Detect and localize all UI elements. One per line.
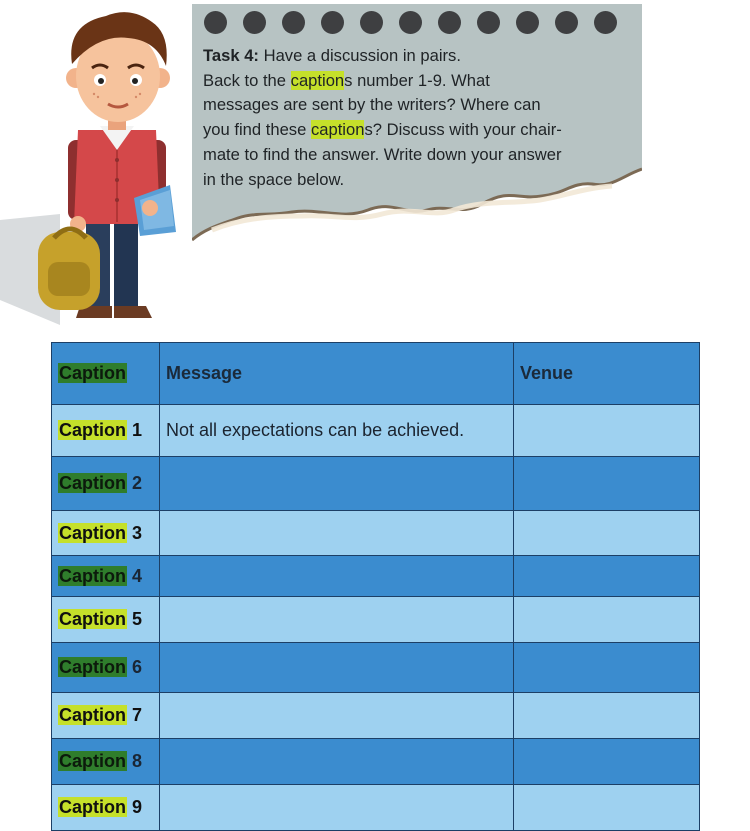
venue-cell[interactable] [514,643,700,693]
student-illustration [0,0,190,330]
table-row [52,739,700,785]
message-cell[interactable] [160,785,514,831]
venue-cell[interactable] [514,457,700,511]
table-row [52,405,700,457]
table-header-row [52,343,700,405]
caption-cell: Caption 3 [52,511,160,556]
caption-cell: Caption 9 [52,785,160,831]
task-line4-pre: you find these [203,120,311,140]
table-row [52,785,700,831]
task-line3: messages are sent by the writers? Where can [203,95,541,115]
venue-cell[interactable] [514,693,700,739]
message-cell[interactable] [160,556,514,597]
binder-hole [360,11,383,34]
binder-hole [321,11,344,34]
caption-cell: Caption 4 [52,556,160,597]
caption-highlight: caption [310,120,365,140]
venue-cell[interactable] [514,597,700,643]
venue-cell[interactable] [514,739,700,785]
message-cell[interactable] [160,643,514,693]
table-row [52,556,700,597]
venue-cell[interactable] [514,405,700,457]
header-venue: Venue [514,343,700,405]
task-intro: Have a discussion in pairs. [258,46,461,65]
binder-hole [438,11,461,34]
caption-cell: Caption 6 [52,643,160,693]
caption-cell: Caption 8 [52,739,160,785]
answer-table [51,342,700,831]
binder-hole [282,11,305,34]
table-row [52,693,700,739]
task-notepad [192,4,642,244]
binder-hole [243,11,266,34]
task-line5: mate to find the answer. Write down your answer [203,144,562,164]
venue-cell[interactable] [514,785,700,831]
binder-hole [516,11,539,34]
task-line6: in the space below. [203,169,345,189]
binder-hole [555,11,578,34]
venue-cell[interactable] [514,556,700,597]
task-line2-post: s number 1-9. What [344,70,490,90]
message-cell[interactable] [160,739,514,785]
table-row [52,457,700,511]
table-row [52,597,700,643]
header-message: Message [160,343,514,405]
caption-cell: Caption 5 [52,597,160,643]
binder-hole [477,11,500,34]
header-caption: Caption [52,343,160,405]
message-cell[interactable] [160,511,514,556]
caption-cell: Caption 7 [52,693,160,739]
task-label: Task 4: [203,46,259,65]
venue-cell[interactable] [514,511,700,556]
binder-hole [399,11,422,34]
caption-cell: Caption 1 [52,405,160,457]
task-instructions [203,44,623,192]
binder-hole [594,11,617,34]
table-row [52,643,700,693]
task-line2-pre: Back to the [203,70,291,90]
binder-hole [204,11,227,34]
binder-holes [204,11,617,34]
message-cell[interactable] [160,597,514,643]
task-line4-post: s? Discuss with your chair- [364,120,562,140]
message-cell[interactable] [160,457,514,511]
table-row [52,511,700,556]
caption-highlight: caption [290,70,345,90]
caption-cell: Caption 2 [52,457,160,511]
message-cell[interactable]: Not all expectations can be achieved. [160,405,514,457]
message-cell[interactable] [160,693,514,739]
